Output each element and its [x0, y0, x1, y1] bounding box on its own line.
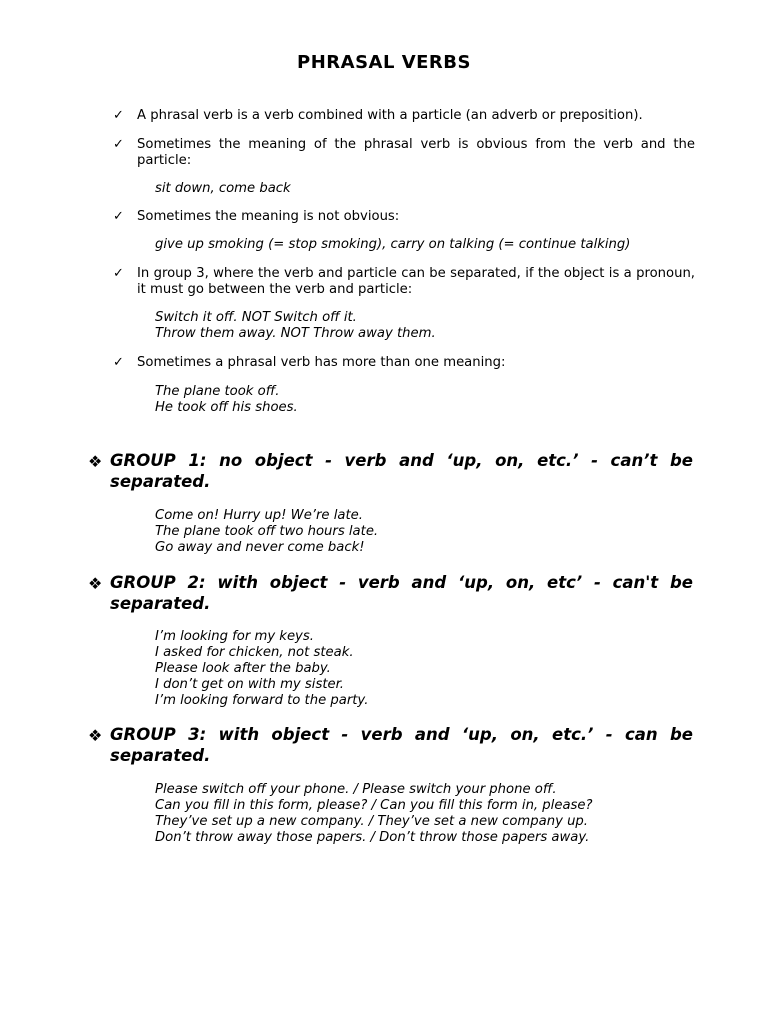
example-block: [155, 237, 715, 253]
group-heading: GROUP 2: with object - verb and ‘up, on, etc’ - can't be separated.: [110, 573, 693, 613]
example-line: Please look after the baby.: [155, 661, 331, 676]
check-icon: ✓: [113, 355, 124, 370]
example-line: The plane took off two hours late.: [155, 524, 379, 539]
diamond-bullet-icon: ❖: [88, 574, 103, 593]
example-line: He took off his shoes.: [155, 400, 298, 415]
example-line: I don’t get on with my sister.: [155, 677, 345, 692]
example-line: I’m looking for my keys.: [155, 629, 314, 644]
example-line: Go away and never come back!: [155, 540, 365, 555]
group-heading: GROUP 1: no object - verb and ‘up, on, etc.’ - can’t be separated.: [110, 451, 693, 491]
example-block: [155, 508, 715, 556]
point-text: A phrasal verb is a verb combined with a particle (an adverb or preposition).: [137, 108, 643, 123]
example-line: I asked for chicken, not steak.: [155, 645, 354, 660]
point-text: Sometimes the meaning is not obvious:: [137, 209, 400, 224]
page-title: PHRASAL VERBS: [297, 52, 471, 73]
example-block: [155, 782, 715, 846]
example-line: I’m looking forward to the party.: [155, 693, 369, 708]
example-line: Switch it off. NOT Switch off it.: [155, 310, 357, 325]
point-text: In group 3, where the verb and particle can be separated, if the object is a pronoun, it must go between the verb and particle:: [137, 266, 695, 297]
example-line: Don’t throw away those papers. / Don’t throw those papers away.: [155, 830, 590, 845]
group-heading: GROUP 3: with object - verb and ‘up, on, etc.’ - can be separated.: [110, 725, 693, 765]
point-text: Sometimes a phrasal verb has more than one meaning:: [137, 355, 506, 370]
diamond-bullet-icon: ❖: [88, 452, 103, 471]
example-block: [155, 384, 715, 416]
example-line: give up smoking (= stop smoking), carry on talking (= continue talking): [155, 237, 631, 252]
example-line: They’ve set up a new company. / They’ve set a new company up.: [155, 814, 588, 829]
example-line: Please switch off your phone. / Please switch your phone off.: [155, 782, 557, 797]
example-line: sit down, come back: [155, 181, 291, 196]
diamond-bullet-icon: ❖: [88, 726, 103, 745]
example-block: [155, 181, 715, 197]
check-icon: ✓: [113, 108, 124, 123]
point-text: Sometimes the meaning of the phrasal verb is obvious from the verb and the particle:: [137, 137, 695, 168]
check-icon: ✓: [113, 209, 124, 224]
check-icon: ✓: [113, 137, 124, 152]
check-icon: ✓: [113, 266, 124, 281]
example-line: The plane took off.: [155, 384, 280, 399]
example-line: Come on! Hurry up! We’re late.: [155, 508, 363, 523]
example-line: Throw them away. NOT Throw away them.: [155, 326, 436, 341]
example-block: [155, 629, 715, 709]
example-block: [155, 310, 715, 342]
example-line: Can you fill in this form, please? / Can you fill this form in, please?: [155, 798, 593, 813]
